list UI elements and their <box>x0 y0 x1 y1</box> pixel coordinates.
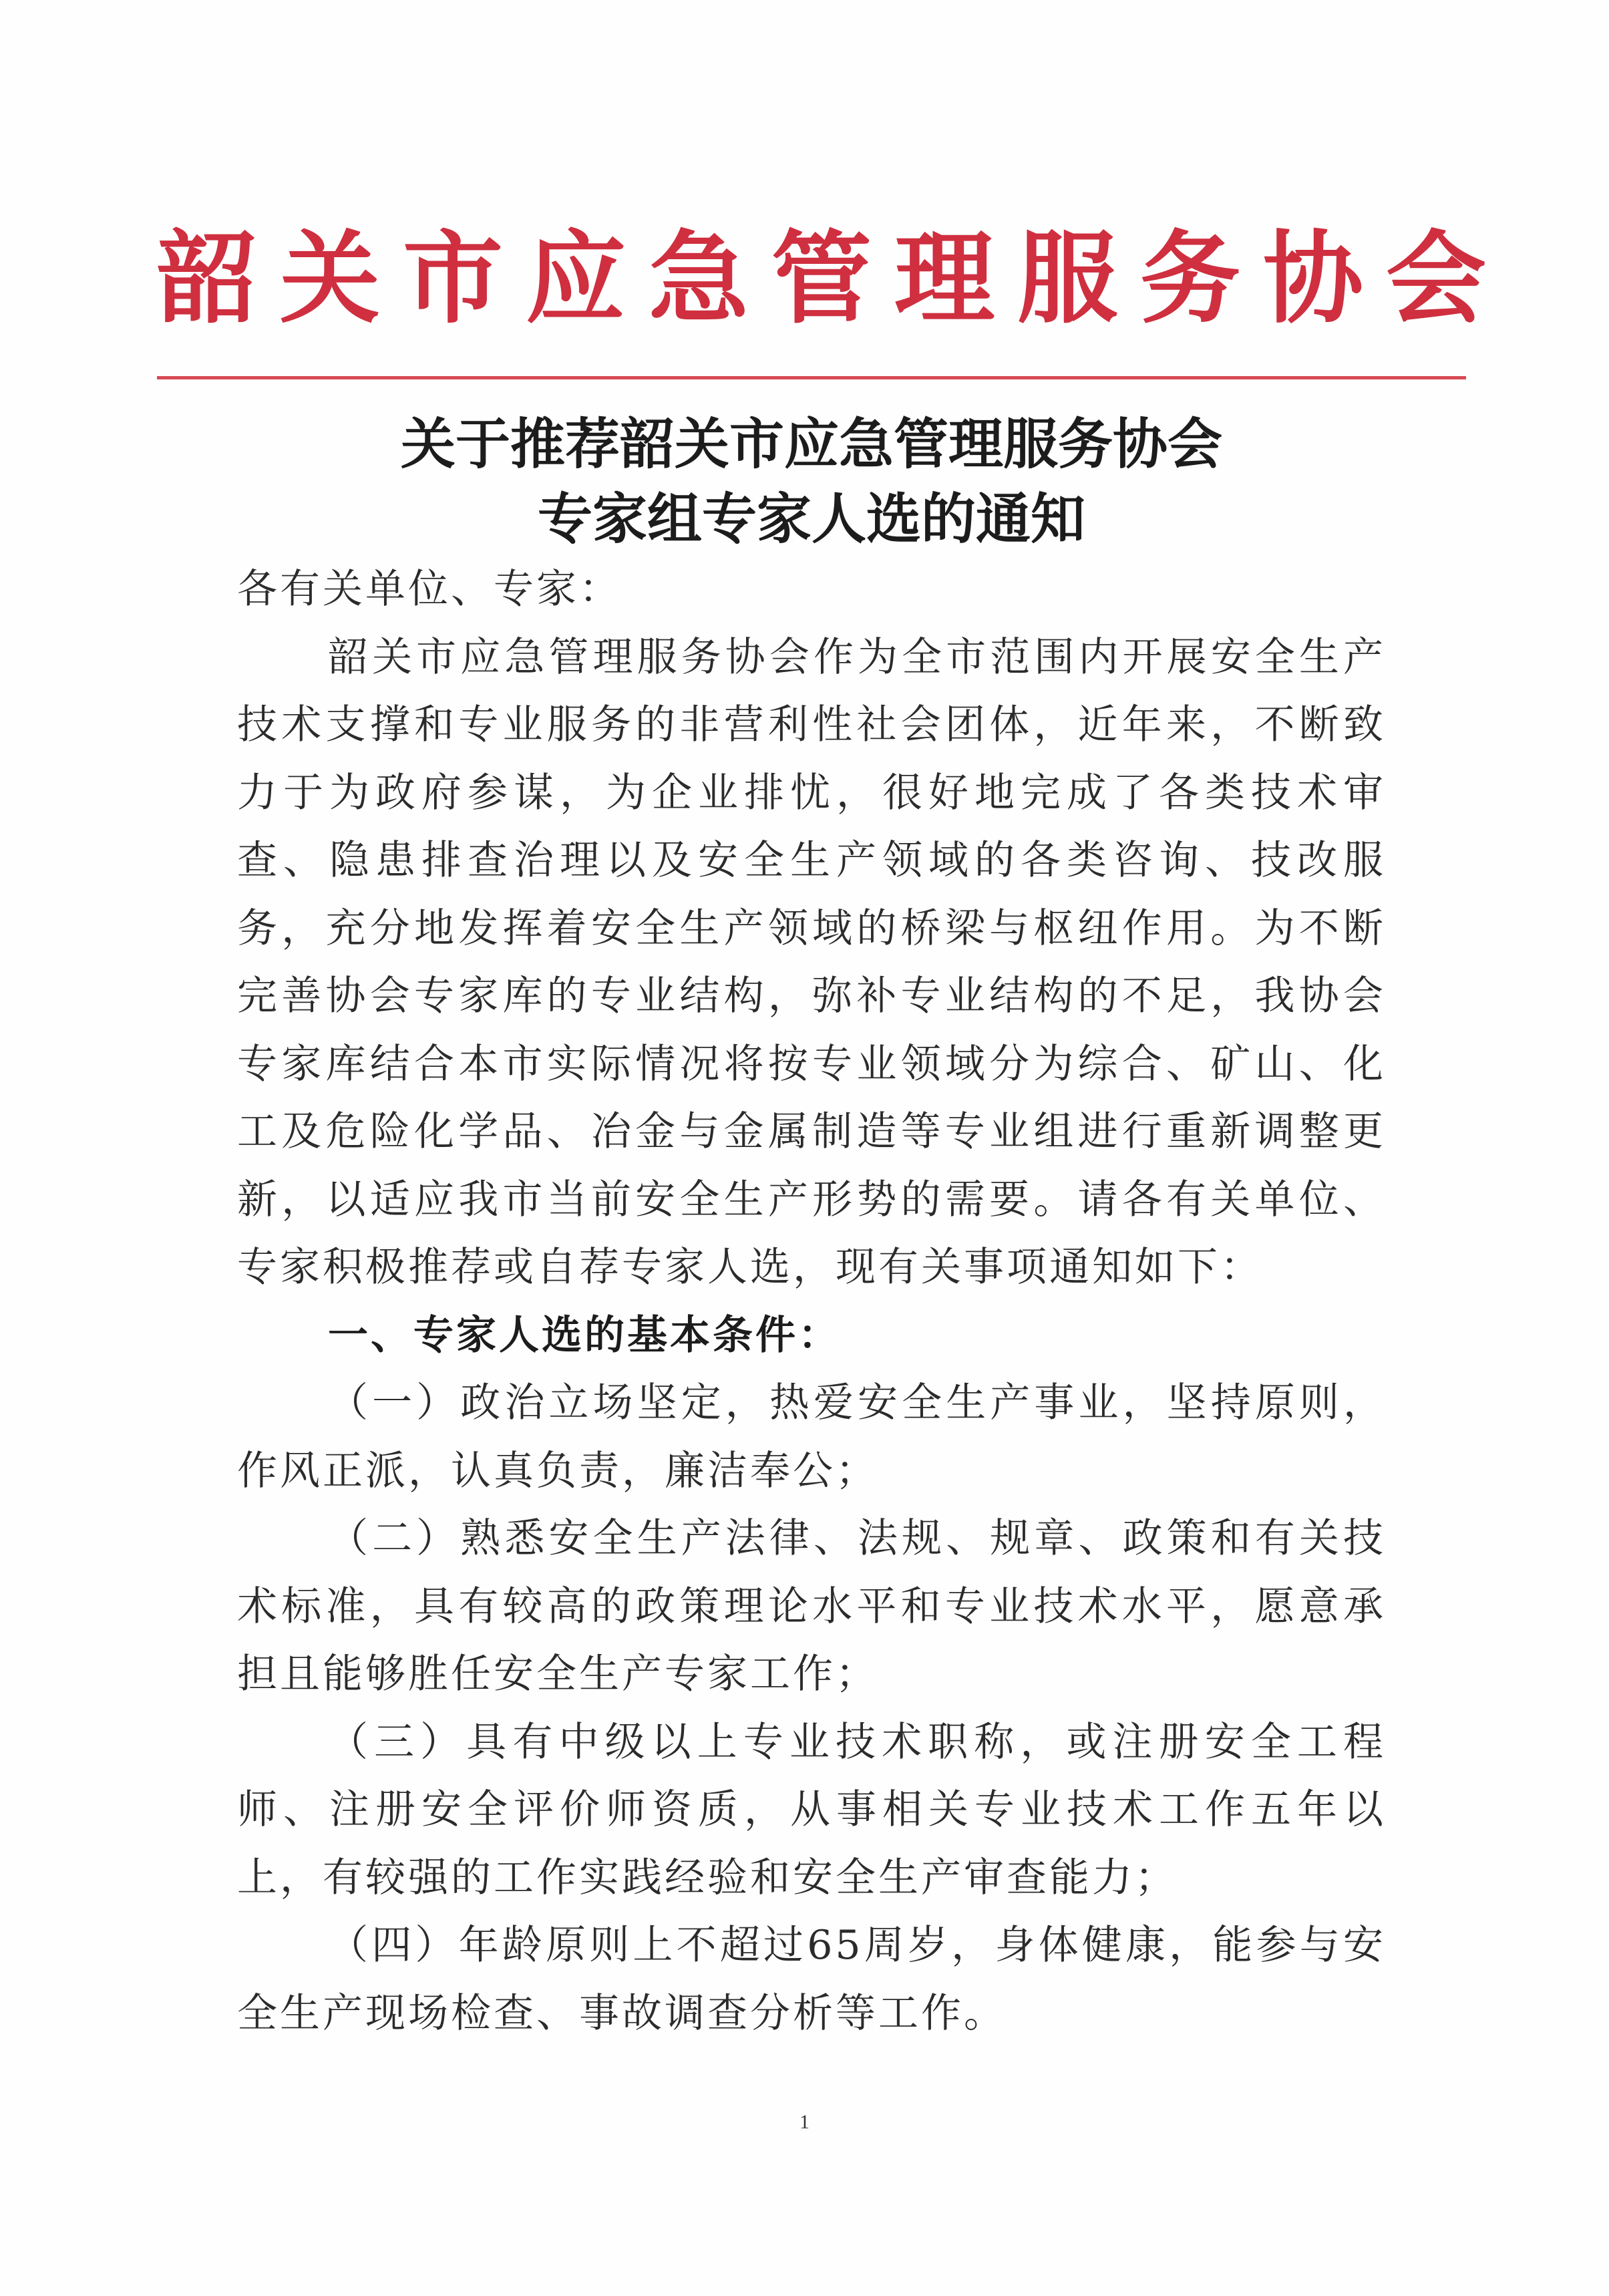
salutation: 各有关单位、专家： <box>237 566 622 613</box>
intro-paragraph: 韶关市应急管理服务协会作为全市范围内开展安全生产技术支撑和专业服务的非营利性社会团体，近年来，不断致力于为政府参谋，为企业排忧，很好地完成了各类技术审查、隐患排查治理以及安全生产领域的各类咨询、技改服务，充分地发挥着安全生产领域的桥梁与枢纽作用。为不断完善协会专家库的专业结构，弥补专业结构的不足，我协会专家库结合本市实际情况将按专业领域分为综合、矿山、化工及危险化学品、冶金与金属制造等专业组进行重新调整更新，以适应我市当前安全生产形势的需要。请各有关单位、专家积极推荐或自荐专家人选，现有关事项通知如下： <box>237 633 1386 1291</box>
condition-item: （三）具有中级以上专业技术职称，或注册安全工程师、注册安全评价师资质，从事相关专业技术工作五年以上，有较强的工作实践经验和安全生产审查能力； <box>237 1718 1386 1901</box>
org-header: 韶关市应急管理服务协会 <box>157 220 1509 337</box>
condition-item: （二）熟悉安全生产法律、法规、规章、政策和有关技术标准，具有较高的政策理论水平和专业技术水平，愿意承担且能够胜任安全生产专家工作； <box>237 1515 1386 1697</box>
header-divider <box>157 376 1466 379</box>
document-body <box>237 556 1386 2047</box>
page-number: 1 <box>799 2111 810 2133</box>
condition-item: （一）政治立场坚定，热爱安全生产事业，坚持原则，作风正派，认真负责，廉洁奉公； <box>237 1379 1386 1494</box>
section-heading: 一、专家人选的基本条件： <box>328 1311 841 1359</box>
document-title-line2: 专家组专家人选的通知 <box>537 487 1085 551</box>
condition-item: （四）年龄原则上不超过65周岁，身体健康，能参与安全生产现场检查、事故调查分析等工作。 <box>237 1922 1386 2037</box>
document-title-line1: 关于推荐韶关市应急管理服务协会 <box>400 412 1222 476</box>
